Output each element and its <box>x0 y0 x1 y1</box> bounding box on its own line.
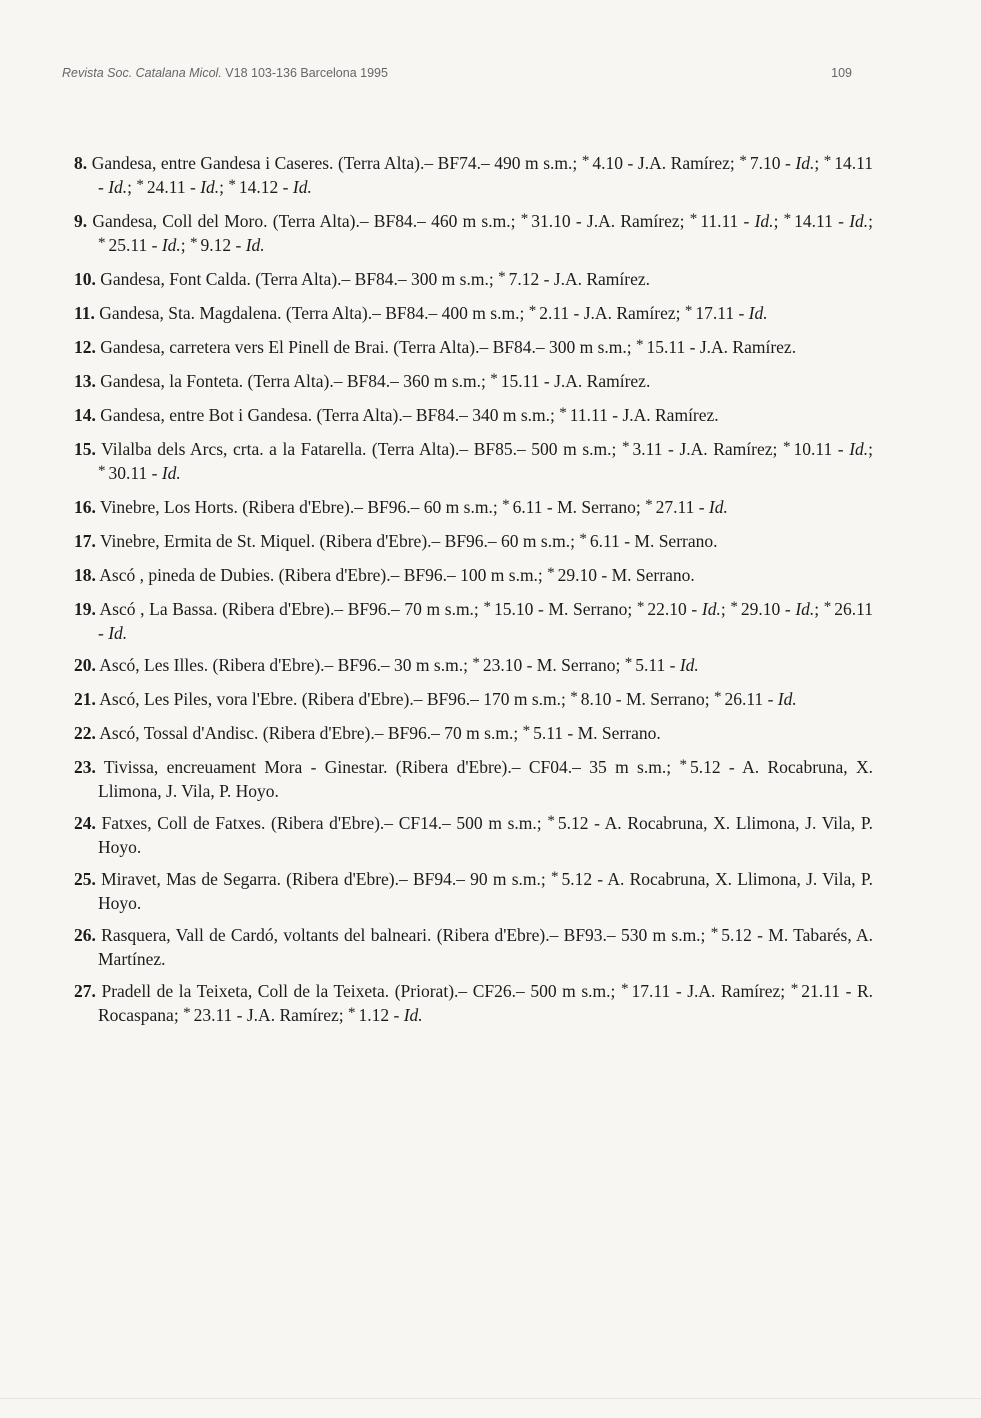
asterisk-mark: * <box>550 869 559 885</box>
asterisk-mark: * <box>502 497 510 513</box>
record-collector: J.A. Ramírez <box>583 303 676 323</box>
record-collector: J.A. Ramírez <box>699 337 792 357</box>
asterisk-mark: * <box>183 1005 191 1021</box>
record-date: 8.10 <box>580 689 612 709</box>
journal-volume: V18 <box>225 66 248 80</box>
entry-number: 12. <box>74 337 96 357</box>
record-date: 3.11 <box>632 439 663 459</box>
record-date: 30.11 <box>108 463 148 483</box>
locality-entry: 19. Ascó , La Bassa. (Ribera d'Ebre).– BF96.– 70 m s.m.; * 15.10 - M. Serrano; * 22.10 - Id.; * 29.10 - Id.; * 26.11 - Id. <box>74 599 874 643</box>
entry-locality: Vinebre, Ermita de St. Miquel. (Ribera d'Ebre).– BF96.– 60 m s.m.; <box>99 531 575 551</box>
entry-number: 27. <box>74 981 96 1001</box>
journal-place-year: Barcelona 1995 <box>300 66 388 80</box>
record-collector: J.A. Ramírez <box>246 1005 339 1025</box>
record-date: 14.11 <box>834 153 874 173</box>
record-collector: Id. <box>777 689 797 709</box>
entry-locality: Gandesa, entre Gandesa i Caseres. (Terra Alta).– BF74.– 490 m s.m.; <box>91 153 578 173</box>
record-date: 2.11 <box>539 303 570 323</box>
asterisk-mark: * <box>823 153 832 169</box>
page-edge <box>0 1398 981 1399</box>
entry-number: 13. <box>74 371 96 391</box>
locality-entry: 23. Tivissa, encreuament Mora - Ginestar. (Ribera d'Ebre).– CF04.– 35 m s.m.; * 5.12 - A. Rocabruna, X. Llimona, J. Vila, P. Hoyo. <box>74 757 874 801</box>
record-collector: Id. <box>108 623 128 643</box>
entry-number: 16. <box>74 497 96 517</box>
record-collector: Id. <box>679 655 699 675</box>
locality-entry: 16. Vinebre, Los Horts. (Ribera d'Ebre).– BF96.– 60 m s.m.; * 6.11 - M. Serrano; * 27.11 - Id. <box>74 497 728 517</box>
entry-number: 11. <box>74 303 95 323</box>
record-collector: Id. <box>161 235 181 255</box>
entry-number: 9. <box>74 211 88 231</box>
asterisk-mark: * <box>645 497 653 513</box>
asterisk-mark: * <box>730 599 738 615</box>
record-date: 14.11 <box>794 211 833 231</box>
asterisk-mark: * <box>472 655 480 671</box>
record-date: 26.11 <box>724 689 764 709</box>
asterisk-mark: * <box>739 153 747 169</box>
asterisk-mark: * <box>570 689 578 705</box>
asterisk-mark: * <box>98 235 106 251</box>
record-date: 21.11 <box>801 981 840 1001</box>
record-date: 22.10 <box>647 599 687 619</box>
locality-entry: 18. Ascó , pineda de Dubies. (Ribera d'Ebre).– BF96.– 100 m s.m.; * 29.10 - M. Serrano. <box>74 565 695 585</box>
record-collector: Id. <box>795 599 815 619</box>
asterisk-mark: * <box>713 689 722 705</box>
record-date: 5.12 <box>557 813 589 833</box>
record-collector: Id. <box>701 599 721 619</box>
entry-locality: Tivissa, encreuament Mora - Ginestar. (Ribera d'Ebre).– CF04.– 35 m s.m.; <box>103 757 672 777</box>
record-date: 24.11 <box>146 177 186 197</box>
record-date: 5.12 <box>689 757 721 777</box>
record-date: 9.12 <box>200 235 232 255</box>
entry-locality: Gandesa, carretera vers El Pinell de Brai. (Terra Alta).– BF84.– 300 m s.m.; <box>100 337 632 357</box>
entry-locality: Gandesa, Sta. Magdalena. (Terra Alta).– BF84.– 400 m s.m.; <box>99 303 525 323</box>
locality-entry: 10. Gandesa, Font Calda. (Terra Alta).– BF84.– 300 m s.m.; * 7.12 - J.A. Ramírez. <box>74 269 651 289</box>
asterisk-mark: * <box>347 1005 356 1021</box>
locality-entry: 15. Vilalba dels Arcs, crta. a la Fatarella. (Terra Alta).– BF85.– 500 m s.m.; * 3.11 - J.A. Ramírez; * 10.11 - Id.; * 30.11 - Id. <box>74 439 874 483</box>
asterisk-mark: * <box>621 439 630 455</box>
asterisk-mark: * <box>547 565 555 581</box>
entry-number: 23. <box>74 757 96 777</box>
record-date: 15.10 <box>493 599 534 619</box>
record-collector: Id. <box>754 211 774 231</box>
entry-locality: Vilalba dels Arcs, crta. a la Fatarella. (Terra Alta).– BF85.– 500 m s.m.; <box>101 439 617 459</box>
record-date: 17.11 <box>631 981 671 1001</box>
record-date: 6.11 <box>512 497 543 517</box>
record-collector: Id. <box>200 177 220 197</box>
record-collector: Id. <box>108 177 128 197</box>
asterisk-mark: * <box>528 303 537 319</box>
record-collector: M. Serrano <box>557 497 636 517</box>
journal-name: Revista Soc. Catalana Micol. <box>62 66 222 80</box>
record-date: 7.12 <box>508 269 540 289</box>
record-collector: A. Rocabruna, X. Llimona, J. Vila, P. Hoyo <box>98 813 873 857</box>
entry-number: 26. <box>74 925 96 945</box>
asterisk-mark: * <box>636 337 644 353</box>
record-collector: M. Serrano <box>625 689 705 709</box>
entry-number: 20. <box>74 655 96 675</box>
entry-locality: Gandesa, Font Calda. (Terra Alta).– BF84.– 300 m s.m.; <box>100 269 494 289</box>
asterisk-mark: * <box>498 269 506 285</box>
asterisk-mark: * <box>782 439 791 455</box>
locality-entry: 26. Rasquera, Vall de Cardó, voltants del balneari. (Ribera d'Ebre).– BF93.– 530 m s.m.; * 5.12 - M. Tabarés, A. Martínez. <box>74 925 874 969</box>
entry-locality: Rasquera, Vall de Cardó, voltants del balneari. (Ribera d'Ebre).– BF93.– 530 m s.m.; <box>101 925 706 945</box>
record-collector: Id. <box>403 1005 423 1025</box>
record-collector: Id. <box>708 497 728 517</box>
record-date: 6.11 <box>589 531 620 551</box>
asterisk-mark: * <box>98 463 106 479</box>
record-collector: Id. <box>795 153 815 173</box>
record-date: 1.12 <box>358 1005 390 1025</box>
asterisk-mark: * <box>559 405 567 421</box>
asterisk-mark: * <box>679 757 687 773</box>
record-collector: Id. <box>245 235 265 255</box>
record-date: 7.10 <box>749 153 781 173</box>
entry-number: 25. <box>74 869 96 889</box>
record-collector: M. Serrano <box>611 565 691 585</box>
record-collector: J.A. Ramírez <box>586 211 680 231</box>
record-date: 23.10 <box>482 655 523 675</box>
record-date: 10.11 <box>793 439 833 459</box>
entry-locality: Ascó, Les Piles, vora l'Ebre. (Ribera d'Ebre).– BF96.– 170 m s.m.; <box>99 689 566 709</box>
entry-number: 14. <box>74 405 96 425</box>
asterisk-mark: * <box>190 235 198 251</box>
entry-number: 15. <box>74 439 96 459</box>
entry-locality: Ascó , pineda de Dubies. (Ribera d'Ebre).– BF96.– 100 m s.m.; <box>99 565 543 585</box>
entry-number: 22. <box>74 723 96 743</box>
record-date: 31.10 <box>531 211 571 231</box>
record-date: 5.12 <box>721 925 752 945</box>
entry-locality: Vinebre, Los Horts. (Ribera d'Ebre).– BF96.– 60 m s.m.; <box>99 497 498 517</box>
record-date: 17.11 <box>695 303 735 323</box>
asterisk-mark: * <box>228 177 236 193</box>
record-date: 11.11 <box>569 405 608 425</box>
entry-locality: Gandesa, Coll del Moro. (Terra Alta).– BF84.– 460 m s.m.; <box>92 211 516 231</box>
record-date: 5.11 <box>533 723 564 743</box>
record-collector: M. Serrano <box>548 599 628 619</box>
locality-entry: 24. Fatxes, Coll de Fatxes. (Ribera d'Ebre).– CF14.– 500 m s.m.; * 5.12 - A. Rocabruna, X. Llimona, J. Vila, P. Hoyo. <box>74 813 873 857</box>
entry-locality: Ascó, Les Illes. (Ribera d'Ebre).– BF96.– 30 m s.m.; <box>99 655 468 675</box>
asterisk-mark: * <box>483 599 491 615</box>
record-collector: R. Rocaspana <box>98 981 874 1025</box>
asterisk-mark: * <box>547 813 555 829</box>
record-collector: Id. <box>849 211 869 231</box>
locality-entry: 14. Gandesa, entre Bot i Gandesa. (Terra Alta).– BF84.– 340 m s.m.; * 11.11 - J.A. Ramírez. <box>74 405 719 425</box>
entry-number: 18. <box>74 565 96 585</box>
locality-entry: 25. Miravet, Mas de Segarra. (Ribera d'Ebre).– BF94.– 90 m s.m.; * 5.12 - A. Rocabruna, X. Llimona, J. Vila, P. Hoyo. <box>74 869 873 913</box>
locality-entry: 22. Ascó, Tossal d'Andisc. (Ribera d'Ebre).– BF96.– 70 m s.m.; * 5.11 - M. Serrano. <box>74 723 661 743</box>
asterisk-mark: * <box>689 211 698 227</box>
entry-number: 17. <box>74 531 96 551</box>
locality-list <box>74 152 873 1038</box>
record-date: 14.12 <box>238 177 279 197</box>
record-date: 15.11 <box>646 337 686 357</box>
locality-entry: 20. Ascó, Les Illes. (Ribera d'Ebre).– BF96.– 30 m s.m.; * 23.10 - M. Serrano; * 5.11 - Id. <box>74 655 699 675</box>
record-date: 5.12 <box>561 869 593 889</box>
locality-entry: 13. Gandesa, la Fonteta. (Terra Alta).– BF84.– 360 m s.m.; * 15.11 - J.A. Ramírez. <box>74 371 651 391</box>
record-collector: J.A. Ramírez <box>637 153 730 173</box>
running-header <box>62 66 852 80</box>
record-collector: Id. <box>292 177 312 197</box>
locality-entry: 8. Gandesa, entre Gandesa i Caseres. (Terra Alta).– BF74.– 490 m s.m.; * 4.10 - J.A. Ramírez; * 7.10 - Id.; * 14.11 - Id.; * 24.11 - Id.; * 14.12 - Id. <box>74 153 874 197</box>
locality-entry: 17. Vinebre, Ermita de St. Miquel. (Ribera d'Ebre).– BF96.– 60 m s.m.; * 6.11 - M. Serrano. <box>74 531 718 551</box>
asterisk-mark: * <box>790 981 799 997</box>
record-collector: A. Rocabruna, X. Llimona, J. Vila, P. Hoyo <box>98 757 874 801</box>
asterisk-mark: * <box>136 177 144 193</box>
record-collector: J.A. Ramírez <box>553 269 646 289</box>
record-collector: J.A. Ramírez <box>679 439 773 459</box>
asterisk-mark: * <box>522 723 531 739</box>
record-collector: J.A. Ramírez <box>554 371 646 391</box>
locality-entry: 11. Gandesa, Sta. Magdalena. (Terra Alta).– BF84.– 400 m s.m.; * 2.11 - J.A. Ramírez; * 17.11 - Id. <box>74 303 768 323</box>
entry-locality: Pradell de la Teixeta, Coll de la Teixeta. (Priorat).– CF26.– 500 m s.m.; <box>101 981 616 1001</box>
asterisk-mark: * <box>783 211 792 227</box>
record-date: 29.10 <box>740 599 781 619</box>
entry-number: 10. <box>74 269 96 289</box>
entry-locality: Gandesa, la Fonteta. (Terra Alta).– BF84.– 360 m s.m.; <box>100 371 486 391</box>
record-collector: Id. <box>748 303 768 323</box>
entry-locality: Ascó, Tossal d'Andisc. (Ribera d'Ebre).– BF96.– 70 m s.m.; <box>99 723 519 743</box>
record-collector: J.A. Ramírez <box>687 981 781 1001</box>
record-date: 26.11 <box>834 599 874 619</box>
asterisk-mark: * <box>621 981 629 997</box>
record-date: 23.11 <box>193 1005 233 1025</box>
asterisk-mark: * <box>710 925 719 941</box>
page-number: 109 <box>831 66 852 80</box>
record-collector: M. Serrano <box>577 723 657 743</box>
journal-pages: 103-136 <box>251 66 297 80</box>
locality-entry: 9. Gandesa, Coll del Moro. (Terra Alta).– BF84.– 460 m s.m.; * 31.10 - J.A. Ramírez; * 11.11 - Id.; * 14.11 - Id.; * 25.11 - Id.; * 9.12 - Id. <box>74 211 874 255</box>
locality-entry: 21. Ascó, Les Piles, vora l'Ebre. (Ribera d'Ebre).– BF96.– 170 m s.m.; * 8.10 - M. Serrano; * 26.11 - Id. <box>74 689 797 709</box>
locality-entry: 27. Pradell de la Teixeta, Coll de la Teixeta. (Priorat).– CF26.– 500 m s.m.; * 17.11 - J.A. Ramírez; * 21.11 - R. Rocaspana; * 23.11 - J.A. Ramírez; * 1.12 - Id. <box>74 981 874 1025</box>
asterisk-mark: * <box>624 655 633 671</box>
entry-locality: Miravet, Mas de Segarra. (Ribera d'Ebre).– BF94.– 90 m s.m.; <box>101 869 546 889</box>
record-date: 5.11 <box>635 655 666 675</box>
entry-number: 21. <box>74 689 96 709</box>
asterisk-mark: * <box>684 303 693 319</box>
record-collector: Id. <box>849 439 869 459</box>
asterisk-mark: * <box>636 599 645 615</box>
record-date: 27.11 <box>655 497 695 517</box>
record-collector: J.A. Ramírez <box>622 405 715 425</box>
record-collector: M. Serrano <box>634 531 714 551</box>
entry-locality: Gandesa, entre Bot i Gandesa. (Terra Alta).– BF84.– 340 m s.m.; <box>100 405 555 425</box>
record-collector: M. Tabarés, A. Martínez <box>98 925 874 969</box>
entry-locality: Ascó , La Bassa. (Ribera d'Ebre).– BF96.– 70 m s.m.; <box>99 599 479 619</box>
entry-number: 24. <box>74 813 96 833</box>
asterisk-mark: * <box>823 599 832 615</box>
entry-number: 8. <box>74 153 88 173</box>
asterisk-mark: * <box>579 531 587 547</box>
asterisk-mark: * <box>581 153 590 169</box>
record-date: 25.11 <box>108 235 148 255</box>
asterisk-mark: * <box>520 211 529 227</box>
locality-entry: 12. Gandesa, carretera vers El Pinell de Brai. (Terra Alta).– BF84.– 300 m s.m.; * 15.11 - J.A. Ramírez. <box>74 337 797 357</box>
record-collector: M. Serrano <box>536 655 616 675</box>
record-date: 29.10 <box>557 565 598 585</box>
record-date: 15.11 <box>500 371 540 391</box>
entry-number: 19. <box>74 599 96 619</box>
entry-locality: Fatxes, Coll de Fatxes. (Ribera d'Ebre).– CF14.– 500 m s.m.; <box>101 813 542 833</box>
record-date: 11.11 <box>700 211 739 231</box>
asterisk-mark: * <box>490 371 498 387</box>
record-collector: Id. <box>161 463 181 483</box>
record-collector: A. Rocabruna, X. Llimona, J. Vila, P. Hoyo <box>98 869 873 913</box>
record-date: 4.10 <box>592 153 623 173</box>
